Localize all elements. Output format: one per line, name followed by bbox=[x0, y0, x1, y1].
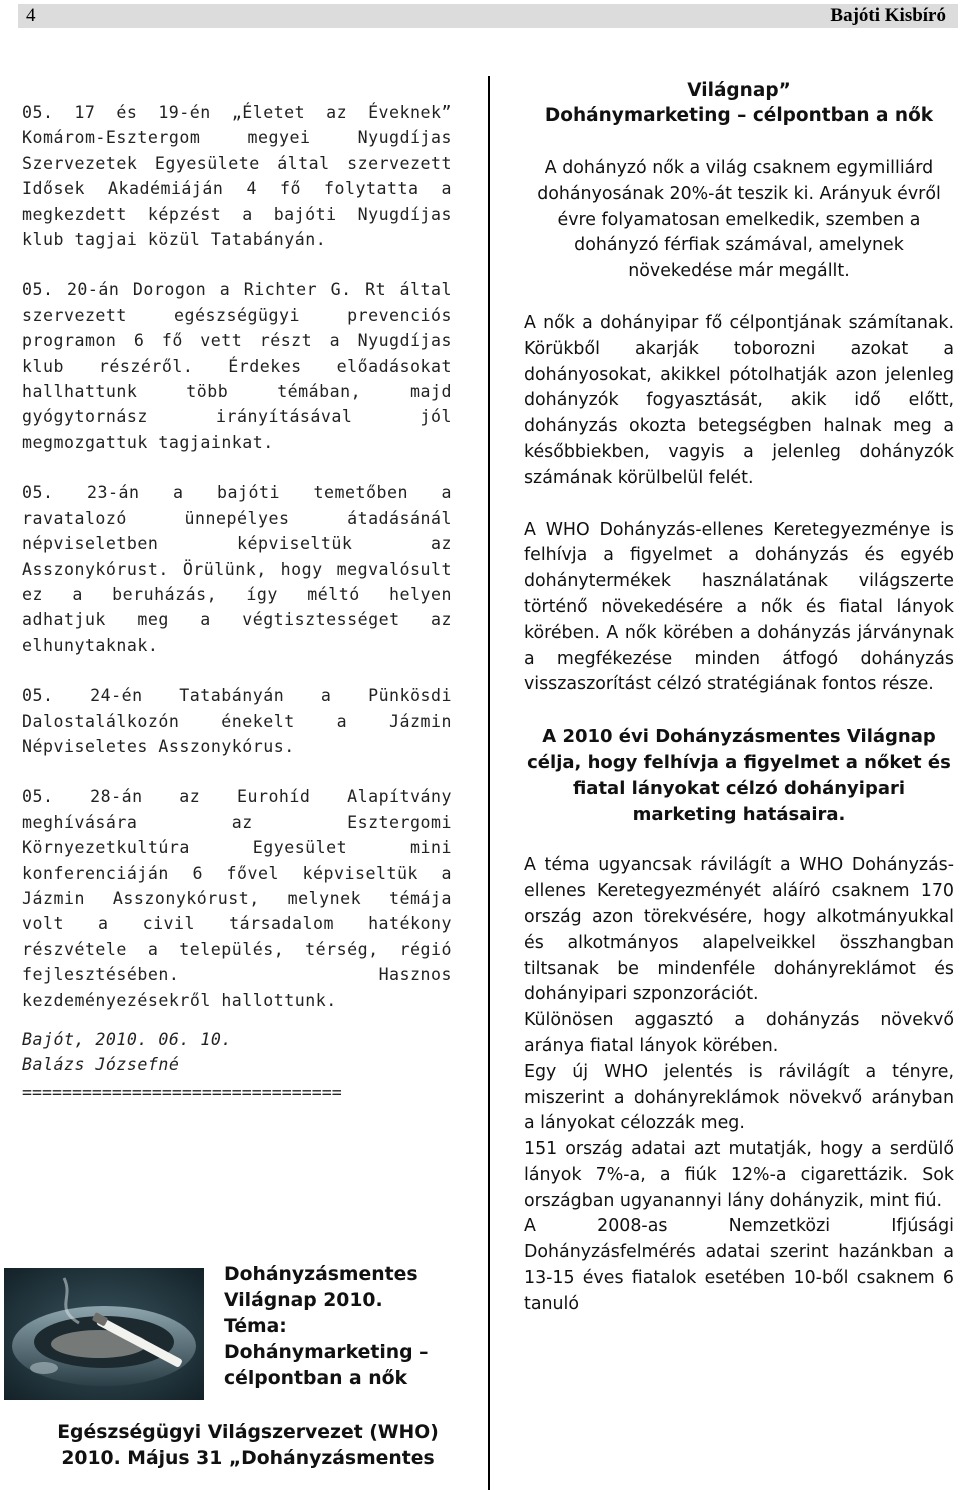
news-item: 05. 20-án Dorogon a Richter G. Rt által szervezett egészségügyi prevenciós programon 6 fő vett részt a Nyugdíjas klub részéről. Érdekes előadásokat hallhattunk több témában, majd gyógytornász irányításával jól megmozgattuk tagjainkat. bbox=[22, 280, 452, 452]
caption-line: Téma: bbox=[224, 1316, 287, 1337]
signature-place-date: Bajót, 2010. 06. 10. bbox=[22, 1030, 232, 1049]
article-title-start bbox=[28, 1420, 468, 1472]
article-paragraph: A 2008-as Nemzetközi Ifjúsági Dohányzásfelmérés adatai szerint hazánkban a 13-15 éves fiatalok esetében 10-ből csaknem 6 tanuló bbox=[524, 1216, 954, 1314]
article-paragraph: 151 ország adatai azt mutatják, hogy a serdülő lányok 7%-a, a fiúk 12%-a cigarettázik. Sok országban ugyanannyi lány dohányzik, mint fiú. bbox=[524, 1139, 954, 1211]
news-item: 05. 17 és 19-én „Életet az Éveknek” Komárom-Esztergom megyei Nyugdíjas Szervezetek Egyesülete által szervezett Idősek Akadémiáján 4 fő folytatta a megkezdett képzést a bajóti Nyugdíjas klub tagjai közül Tatabányán. bbox=[22, 103, 452, 250]
photo-image bbox=[4, 1268, 204, 1400]
caption-line: Dohányzásmentes bbox=[224, 1264, 418, 1285]
news-item: 05. 24-én Tatabányán a Pünkösdi Dalostalálkozón énekelt a Jázmin Népviseletes Asszonykórus. bbox=[22, 686, 452, 756]
left-column bbox=[22, 100, 452, 1105]
caption-line: célpontban a nők bbox=[224, 1368, 408, 1389]
article-headline bbox=[524, 78, 954, 128]
cigarette-ashtray-photo bbox=[4, 1268, 204, 1400]
article-paragraph: A nők a dohányipar fő célpontjának számítanak. Körükből akarják toborozni azokat a dohányosokat, akikkel pótolhatják azon jelenleg dohányzók fogyasztását, akik idő előtt, dohányzás okozta betegségben halnak meg a későbbiekben, vagyis a jelenleg dohányzók számának körülbelül felét. bbox=[524, 312, 954, 488]
article-highlight: A 2010 évi Dohányzásmentes Világnap célja, hogy felhívja a figyelmet a nőket és fiatal lányokat célzó dohányipari marketing hatásaira. bbox=[527, 726, 951, 825]
right-column bbox=[524, 78, 954, 1318]
title-line: Egészségügyi Világszervezet (WHO) bbox=[57, 1422, 439, 1443]
article-paragraph: Különösen aggasztó a dohányzás növekvő aránya fiatal lányok körében. bbox=[524, 1010, 954, 1056]
news-item: 05. 23-án a bajóti temetőben a ravatalozó ünnepélyes átadásánál népviseletben képviseltük az Asszonykórust. Örülünk, hogy megvalósult ez a beruházás, így méltó helyen adhatjuk meg a végtisztességet az elhunytaknak. bbox=[22, 483, 452, 655]
signature-block bbox=[22, 1027, 452, 1105]
page-number: 4 bbox=[26, 5, 36, 26]
article-paragraph: Egy új WHO jelentés is rávilágít a tényre, miszerint a dohányreklámok növekvő arányban a lányokat célozzák meg. bbox=[524, 1061, 954, 1134]
title-line: 2010. Május 31 „Dohányzásmentes bbox=[61, 1448, 435, 1469]
caption-line: Világnap 2010. bbox=[224, 1290, 383, 1311]
separator-rule: ================================ bbox=[22, 1082, 342, 1102]
event-caption bbox=[224, 1262, 474, 1392]
publication-title: Bajóti Kisbíró bbox=[830, 5, 946, 26]
article-paragraph: A WHO Dohányzás-ellenes Keretegyezménye is felhívja a figyelmet a dohányzás és egyéb dohánytermékek használatának világszerte történő növekedésére a nők és fiatal lányok körében. A nők körében a dohányzás járványnak a megfékezése minden átfogó dohányzás visszaszorítást célzó stratégiának fontos része. bbox=[524, 519, 954, 695]
article-paragraph: A dohányzó nők a világ csaknem egymilliárd dohányosának 20%-át teszik ki. Arányuk évről évre folyamatosan emelkedik, szemben a dohányzó férfiak számával, amelynek növekedése már megállt. bbox=[537, 158, 941, 282]
column-divider bbox=[488, 76, 490, 1490]
headline-line: Dohánymarketing – célpontban a nők bbox=[544, 105, 934, 126]
page-header bbox=[18, 4, 958, 28]
news-item: 05. 28-án az Eurohíd Alapítvány meghívására az Esztergomi Környezetkultúra Egyesület mini konferenciáján 6 fővel képviseltük a Jázmin Asszonykórust, melynek témája volt a civil társadalom hatékony részvétele a település, térség, régió fejlesztésében. Hasznos kezdeményezésekről hallottunk. bbox=[22, 787, 452, 1010]
headline-line: Világnap” bbox=[687, 80, 791, 101]
signature-name: Balázs Józsefné bbox=[22, 1055, 180, 1075]
article-paragraph: A téma ugyancsak rávilágít a WHO Dohányzás-ellenes Keretegyezményét aláíró csaknem 170 ország azon törekvésére, hogy alkotmányukkal és alkotmányos alapelveikkel összhangban tiltsanak be mindenféle dohányreklámot és dohányipari szponzorációt. bbox=[524, 855, 954, 1005]
caption-line: Dohánymarketing – bbox=[224, 1342, 429, 1363]
